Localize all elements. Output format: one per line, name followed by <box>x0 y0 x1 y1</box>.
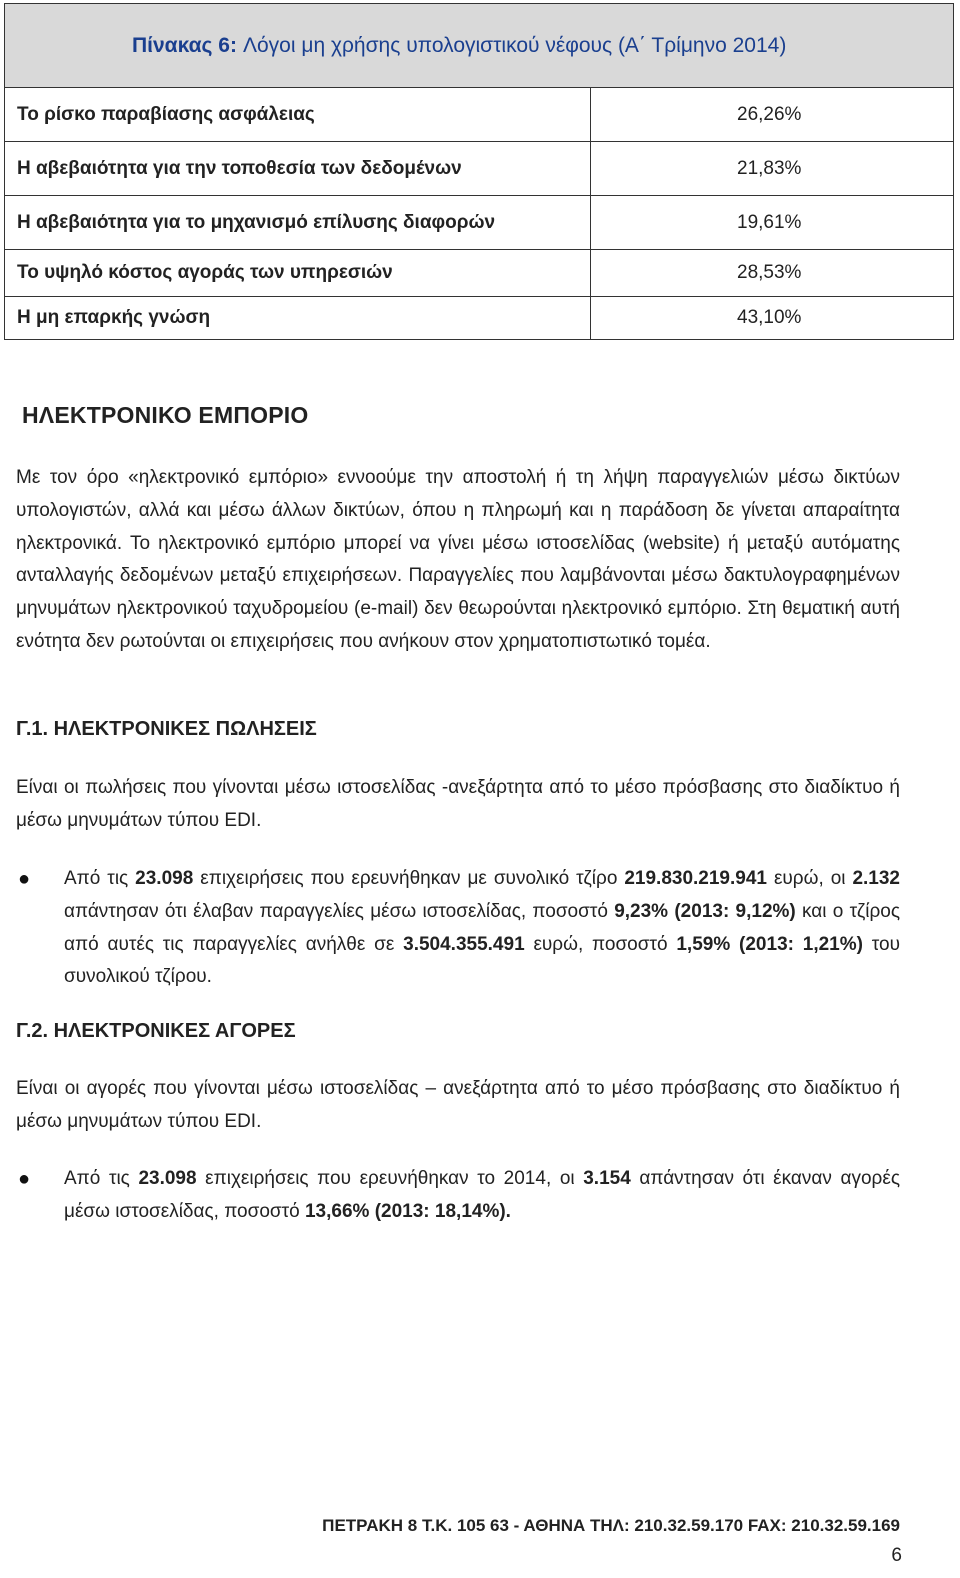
table-row-label: Το ρίσκο παραβίασης ασφάλειας <box>5 88 591 141</box>
table-row-value: 19,61% <box>737 211 802 233</box>
table-row-label: Η αβεβαιότητα για το μηχανισμό επίλυσης διαφορών <box>5 196 591 249</box>
bullet-icon: ● <box>18 868 31 890</box>
purchases-bullet <box>16 1163 900 1229</box>
footer-address: ΠΕΤΡΑΚΗ 8 Τ.Κ. 105 63 - ΑΘΗΝΑ ΤΗΛ: 210.32.59.170 FAX: 210.32.59.169 <box>322 1516 900 1535</box>
table-row <box>5 297 953 339</box>
intro-paragraph: Με τον όρο «ηλεκτρονικό εμπόριο» εννοούμε την αποστολή ή τη λήψη παραγγελιών μέσω δικτύων υπολογιστών, αλλά και μέσω άλλων δικτύων, όπου η πληρωμή και η παράδοση δε γίνεται απαραίτητα ηλεκτρονικά. Το ηλεκτρονικό εμπόριο μπορεί να γίνει μέσω ιστοσελίδας (website) ή μεταξύ αυτόματης ανταλλαγής δεδομένων μεταξύ επιχειρήσεων. Παραγγελίες που λαμβάνονται μέσω δακτυλογραφημένων μηνυμάτων ηλεκτρονικού ταχυδρομείου (e-mail) δεν θεωρούνται ηλεκτρονικό εμπόριο. Στη θεματική αυτή ενότητα δεν ρωτούνται οι επιχειρήσεις που ανήκουν στον χρηματοπιστωτικό τομέα. <box>16 467 900 652</box>
table-row-label: Η μη επαρκής γνώση <box>5 297 591 339</box>
sales-heading: Γ.1. ΗΛΕΚΤΡΟΝΙΚΕΣ ΠΩΛΗΣΕΙΣ <box>16 718 317 740</box>
table-title-number: Πίνακας 6: <box>132 33 237 57</box>
sales-bullet <box>16 863 900 994</box>
bullet-icon: ● <box>18 1168 31 1190</box>
section-heading: ΗΛΕΚΤΡΟΝΙΚΟ ΕΜΠΟΡΙΟ <box>22 402 309 428</box>
table-row-label: Η αβεβαιότητα για την τοποθεσία των δεδομένων <box>5 142 591 195</box>
table-row-value: 43,10% <box>737 307 802 328</box>
table-row-value: 26,26% <box>737 103 802 125</box>
table-title-text: Λόγοι μη χρήσης υπολογιστικού νέφους (Α΄ Τρίμηνο 2014) <box>242 33 787 57</box>
reasons-table <box>4 3 954 340</box>
purchases-bullet-text: Από τις 23.098 επιχειρήσεις που ερευνήθηκαν το 2014, οι 3.154 απάντησαν ότι έκαναν αγορές μέσω ιστοσελίδας, ποσοστό 13,66% (2013: 18,14%). <box>64 1168 900 1222</box>
table-row-value: 21,83% <box>737 157 802 179</box>
purchases-paragraph: Είναι οι αγορές που γίνονται μέσω ιστοσελίδας – ανεξάρτητα από το μέσο πρόσβασης στο διαδίκτυο ή μέσω μηνυμάτων τύπου EDI. <box>16 1078 900 1132</box>
table-row <box>5 142 953 196</box>
sales-bullet-text: Από τις 23.098 επιχειρήσεις που ερευνήθηκαν με συνολικό τζίρο 219.830.219.941 ευρώ, οι 2.132 απάντησαν ότι έλαβαν παραγγελίες μέσω ιστοσελίδας, ποσοστό 9,23% (2013: 9,12%) και ο τζίρος από αυτές τις παραγγελίες ανήλθε σε 3.504.355.491 ευρώ, ποσοστό 1,59% (2013: 1,21%) του συνολικού τζίρου. <box>64 868 900 988</box>
sales-paragraph: Είναι οι πωλήσεις που γίνονται μέσω ιστοσελίδας -ανεξάρτητα από το μέσο πρόσβασης στο διαδίκτυο ή μέσω μηνυμάτων τύπου EDI. <box>16 777 900 831</box>
table-row-label: Το υψηλό κόστος αγοράς των υπηρεσιών <box>5 250 591 296</box>
table-row-value: 28,53% <box>737 262 802 283</box>
page-number: 6 <box>891 1545 902 1566</box>
table-row <box>5 88 953 142</box>
table-row <box>5 196 953 250</box>
table-title <box>5 4 953 88</box>
table-row <box>5 250 953 297</box>
purchases-heading: Γ.2. ΗΛΕΚΤΡΟΝΙΚΕΣ ΑΓΟΡΕΣ <box>16 1020 296 1042</box>
